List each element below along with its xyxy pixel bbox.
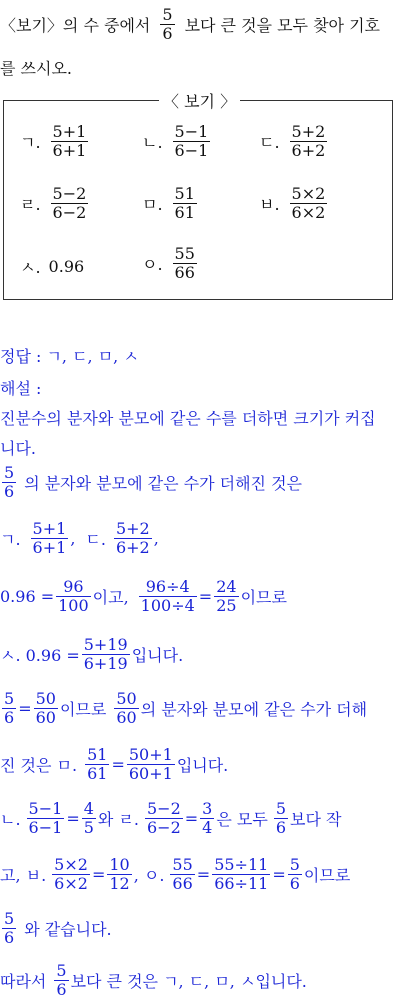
bogi-item: ㅅ. 0.96	[20, 257, 85, 277]
bogi-title: 〈 보기 〉	[159, 89, 240, 112]
explanation-line: ㄱ. $\frac{5+1}{6+1}$ , ㄷ. $\frac{5+2}{6+2}$ ,	[0, 519, 159, 557]
question-part2: 보다 큰 것을 모두 찾아 기호	[184, 16, 381, 35]
explanation-line: ㅅ. 0.96 = $\frac{5+19}{6+19}$ 입니다.	[0, 635, 184, 673]
bogi-item: ㅂ. $\frac{5\times 2}{6\times 2}$	[259, 184, 326, 222]
explanation-line: 따라서 $\frac{5}{6}$ 보다 큰 것은 ㄱ, ㄷ, ㅁ, ㅅ입니다.	[0, 961, 307, 999]
explanation-line: ㄴ. $\frac{5-1}{6-1}$ = $\frac{4}{5}$ 와 ㄹ. $\frac{5-2}{6-2}$ = $\frac{3}{4}$ 은 모두 $\frac{5}{6}$ 보다 작	[0, 799, 342, 837]
bogi-item: ㄱ. $\frac{5+1}{6+1}$	[20, 122, 87, 160]
question-line-2: 를 쓰시오.	[0, 59, 72, 78]
bogi-item: ㄷ. $\frac{5+2}{6+2}$	[259, 122, 326, 160]
explanation-line: $\frac{5}{6}$ 의 분자와 분모에 같은 수가 더해진 것은	[4, 463, 302, 501]
explanation-line: 고, ㅂ. $\frac{5\times 2}{6\times 2}$ = $\frac{10}{12}$ , ㅇ. $\frac{55}{66}$ = $\frac{55\div 11}{66\div 11}$ = $\frac{5}{6}$ 이므로	[0, 855, 351, 893]
answer-label: 정답 : ㄱ, ㄷ, ㅁ, ㅅ	[0, 347, 139, 366]
bogi-item: ㄹ. $\frac{5-2}{6-2}$	[20, 184, 87, 222]
explanation-line: 진 것은 ㅁ. $\frac{51}{61}$ = $\frac{50+1}{60+1}$ 입니다.	[0, 745, 229, 783]
explanation-line: $\frac{5}{6}$ = $\frac{50}{60}$ 이므로 $\frac{50}{60}$ 의 분자와 분모에 같은 수가 더해	[4, 689, 368, 727]
explanation-line: 0.96 = $\frac{96}{100}$ 이고, $\frac{96\div 4}{100\div 4}$ = $\frac{24}{25}$ 이므로	[0, 577, 287, 615]
explanation-label: 해설 :	[0, 379, 42, 398]
explanation-line: 니다.	[0, 439, 36, 458]
bogi-item: ㅇ. $\frac{55}{66}$	[142, 244, 195, 282]
bogi-box	[3, 92, 393, 300]
bogi-item: ㅁ. $\frac{51}{61}$	[142, 184, 195, 222]
question-line-1	[0, 6, 380, 43]
explanation-line: $\frac{5}{6}$ 와 같습니다.	[4, 909, 112, 947]
fraction: $\frac{5}{6}$	[162, 5, 173, 43]
question-part1: 〈보기〉의 수 중에서	[0, 16, 151, 35]
explanation-line: 진분수의 분자와 분모에 같은 수를 더하면 크기가 커집	[0, 409, 376, 428]
bogi-item: ㄴ. $\frac{5-1}{6-1}$	[142, 122, 209, 160]
